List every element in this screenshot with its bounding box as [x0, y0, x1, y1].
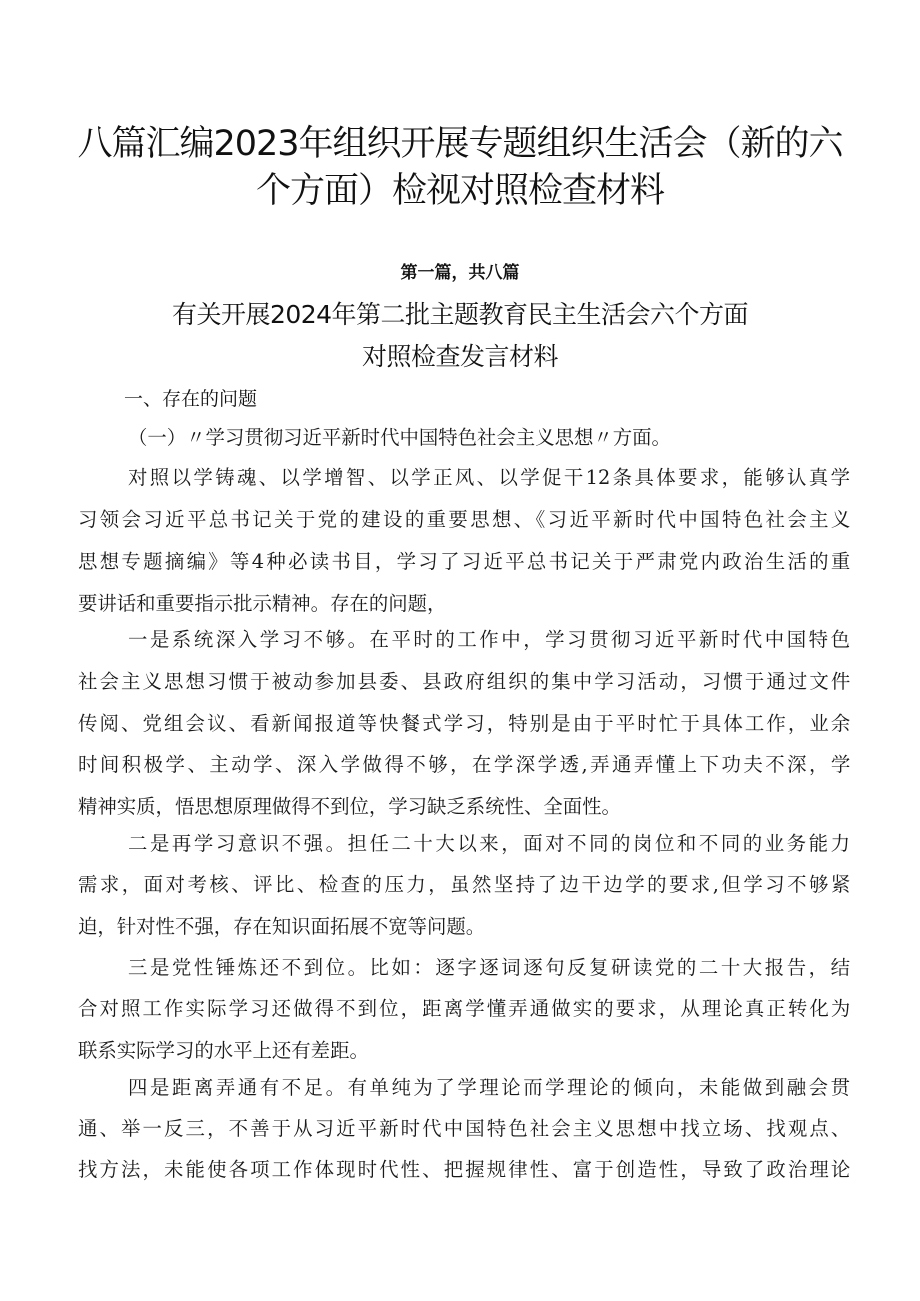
- document-title-line-1: 八篇汇编2023年组织开展专题组织生活会（新的六: [77, 124, 843, 164]
- body-line: 联系实际学习的水平上还有差距。: [78, 1039, 369, 1062]
- body-line: 传阅、党组会议、看新闻报道等快餐式学习，特别是由于平时忙于具体工作，业余: [78, 712, 850, 735]
- body-line: 合对照工作实际学习还做得不到位，距离学懂弄通做实的要求，从理论真正转化为: [78, 997, 850, 1020]
- body-line: 一是系统深入学习不够。在平时的工作中，学习贯彻习近平新时代中国特色: [128, 628, 850, 651]
- body-line: 四是距离弄通有不足。有单纯为了学理论而学理论的倾向，未能做到融会贯: [128, 1076, 850, 1099]
- body-line: 通、举一反三，不善于从习近平新时代中国特色社会主义思想中找立场、找观点、: [78, 1117, 850, 1140]
- body-line: 迫，针对性不强，存在知识面拓展不宽等问题。: [78, 915, 486, 938]
- body-line: 需求，面对考核、评比、检查的压力，虽然坚持了边干边学的要求,但学习不够紧: [78, 873, 850, 896]
- body-line: 社会主义思想习惯于被动参加县委、县政府组织的集中学习活动，习惯于通过文件: [78, 670, 850, 693]
- body-line: 二是再学习意识不强。担任二十大以来，面对不同的岗位和不同的业务能力: [128, 832, 850, 855]
- body-line: 找方法，未能使各项工作体现时代性、把握规律性、富于创造性，导致了政治理论: [78, 1158, 850, 1181]
- body-line: 精神实质，悟思想原理做得不到位，学习缺乏系统性、全面性。: [78, 795, 621, 818]
- body-line: 要讲话和重要指示批示精神。存在的问题，: [78, 592, 447, 615]
- body-line: 时间积极学、主动学、深入学做得不够，在学深学透,弄通弄懂上下功夫不深，学: [78, 753, 850, 776]
- part-label: 第一篇，共八篇: [400, 263, 520, 283]
- body-line: 习领会习近平总书记关于党的建设的重要思想、《习近平新时代中国特色社会主义: [78, 508, 850, 531]
- body-line: （一）〃学习贯彻习近平新时代中国特色社会主义思想〃方面。: [128, 426, 671, 449]
- document-title-line-2: 个方面）检视对照检查材料: [255, 171, 664, 211]
- section-heading: 一、存在的问题: [124, 388, 258, 410]
- body-line: 对照以学铸魂、以学增智、以学正风、以学促干12条具体要求，能够认真学: [128, 466, 850, 489]
- subtitle-line-1: 有关开展2024年第二批主题教育民主生活会六个方面: [171, 300, 749, 329]
- body-line: 三是党性锤炼还不到位。比如：逐字逐词逐句反复研读党的二十大报告，结: [128, 956, 850, 979]
- subtitle-line-2: 对照检查发言材料: [361, 342, 558, 371]
- body-line: 思想专题摘编》等4种必读书目，学习了习近平总书记关于严肃党内政治生活的重: [78, 550, 850, 573]
